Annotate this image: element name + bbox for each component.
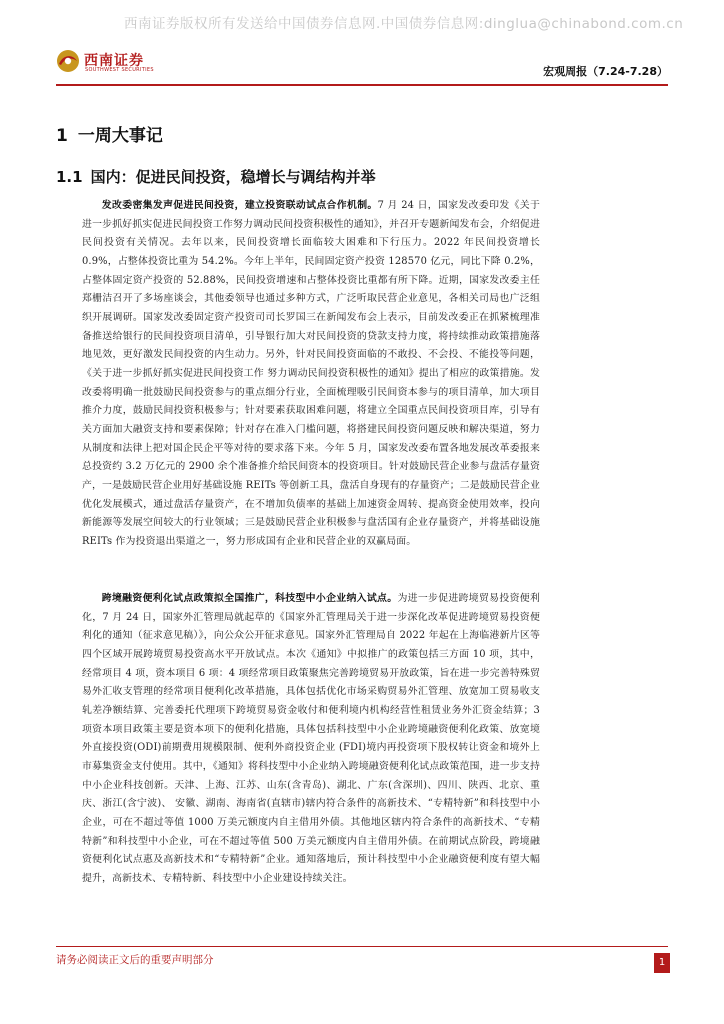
report-type-label: 宏观周报（7.24-7.28） [543,65,668,78]
header-divider [56,84,668,86]
paragraph-lead: 发改委密集发声促进民间投资，建立投资联动试点合作机制。 [101,200,378,211]
logo-subtext: SOUTHWEST SECURITIES [85,67,154,73]
company-logo [56,48,166,76]
section-title: 一周大事记 [77,126,163,146]
subsection-number: 1.1 [56,168,83,186]
disclaimer-text: 请务必阅读正文后的重要声明部分 [56,954,214,966]
page-number: 1 [654,953,670,973]
paragraph-body: 为进一步促进跨境贸易投资便利化，7 月 24 日，国家外汇管理局就起草的《国家外汇管理局关于进一步深化改革促进跨境贸易投资便利化的通知（征求意见稿）》，向公众公开征求意见。国家外汇管理局自 2022 年起在上海临港新片区等四个区域开展跨境贸易投资高水平开放试点。本次《通知》中拟推广的政策包括三方面 10 项，其中，经常项目 4 项，资本项目 6 项：4 项经常项目政策聚焦完善跨境贸易开放政策，旨在进一步完善特殊贸易外汇收支管理的经常项目便利化改革措施，具体包括优化市场采购贸易外汇管理、放宽加工贸易收支轧差净额结算、完善委托代理项下跨境贸易资金收付和便利境内机构经营性租赁业务外汇资金结算；3 项资本项目政策主要是资本项下的便利化措施，具体包括科技型中小企业跨境融资便利化政策、放宽境外直接投资(ODI)前期费用规模限制、便利外商投资企业 (FDI)境内再投资项下股权转让资金和境外上市募集资金支付使用。其中，《通知》将科技型中小企业纳入跨境融资便利化试点政策范围，进一步支持中小企业科技创新。天津、上海、江苏、山东(含青岛)、湖北、广东(含深圳)、四川、陕西、北京、重庆、浙江(含宁波)、 安徽、湖南、海南省(直辖市)辖内符合条件的高新技术、“专精特新”和科技型中小企业，可在不超过等值 1000 万美元额度内自主借用外债。其他地区辖内符合条件的高新技术、“专精特新”和科技型中小企业，可在不超过等值 500 万美元额度内自主借用外债。在前期试点阶段，跨境融资便利化试点惠及高新技术和“专精特新”企业。通知落地后，预计科技型中小企业融资便利度有望大幅提升，高新技术、专精特新、科技型中小企业建设持续关注。 [82,593,540,884]
logo-mark-icon [56,49,80,73]
subsection-heading [56,166,376,187]
logo-wordmark: 西南证券 [84,53,144,69]
watermark-text: 西南证券版权所有发送给中国债券信息网.中国债券信息网:dinglua@chinabond.com.cn [124,16,684,32]
section-heading [56,121,163,146]
paragraph-lead: 跨境融资便利化试点政策拟全国推广，科技型中小企业纳入试点。 [101,593,398,604]
body-paragraph [82,590,540,889]
body-paragraph [82,197,540,551]
section-number: 1 [56,126,68,146]
subsection-title: 国内：促进民间投资，稳增长与调结构并举 [90,168,376,186]
paragraph-body: 7 月 24 日，国家发改委印发《关于进一步抓好抓实促进民间投资工作努力调动民间投资积极性的通知》，并召开专题新闻发布会，介绍促进民间投资有关情况。去年以来，民间投资增长面临较大困难和下行压力。2022 年民间投资增长 0.9%，占整体投资比重为 54.2%。今年上半年，民间固定资产投资 128570 亿元，同比下降 0.2%，占整体固定资产投资的 52.88%，民间投资增速和占整体投资比重都有所下降。近期，国家发改委主任郑栅洁召开了多场座谈会，其他委领导也通过多种方式，广泛听取民营企业意见，各相关司局也广泛组织开展调研。国家发改委固定资产投资司司长罗国三在新闻发布会上表示，目前发改委正在抓紧梳理准备推送给银行的民间投资项目清单，引导银行加大对民间投资的贷款支持力度，将持续推动政策措施落地见效，更好激发民间投资的内生动力。另外，针对民间投资面临的不敢投、不会投、不能投等问题，《关于进一步抓好抓实促进民间投资工作 努力调动民间投资积极性的通知》提出了相应的政策措施。发改委将明确一批鼓励民间投资参与的重点细分行业，全面梳理吸引民间资本参与的项目清单，加大项目推介力度，鼓励民间投资积极参与；针对要素获取困难问题，将建立全国重点民间投资项目库，引导有关方面加大融资支持和要素保障；针对存在准入门槛问题，将搭建民间投资问题反映和解决渠道，努力从制度和法律上把对国企民企平等对待的要求落下来。今年 5 月，国家发改委布置各地发展改革委报来总投资约 3.2 万亿元的 2900 余个准备推介给民间资本的投资项目。针对鼓励民营企业参与盘活存量资产，一是鼓励民营企业用好基础设施 REITs 等创新工具，盘活自身现有的存量资产；二是鼓励民营企业优化发展模式，通过盘活存量资产，在不增加负债率的基础上加速资金周转、提高资金使用效率，投向新能源等发展空间较大的行业领域；三是鼓励民营企业积极参与盘活国有企业存量资产，并将基础设施 REITs 作为投资退出渠道之一，努力形成国有企业和民营企业的双赢局面。 [82,200,540,547]
footer-divider [56,946,668,947]
